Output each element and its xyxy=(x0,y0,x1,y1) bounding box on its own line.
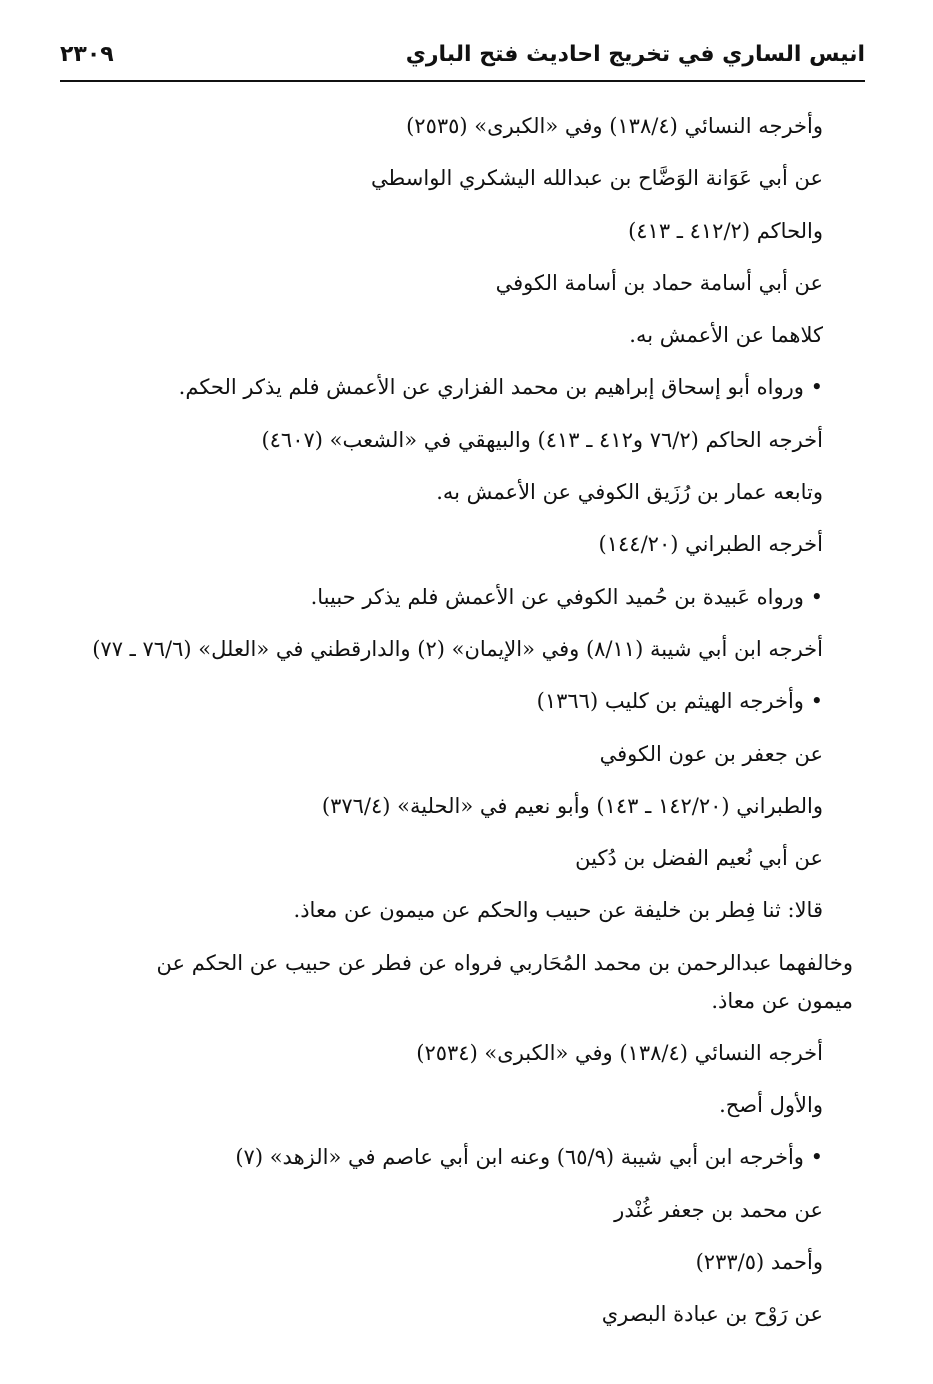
text-line-18: والأول أصح. xyxy=(719,1093,823,1118)
text-line-21: وأحمد (٢٣٣/٥) xyxy=(695,1249,823,1274)
paragraph-line-2: ميمون عن معاذ. xyxy=(711,988,853,1013)
text-line-8: وتابعه عمار بن رُزَيق الكوفي عن الأعمش به. xyxy=(436,480,823,505)
text-line-22: عن رَوْح بن عبادة البصري xyxy=(601,1302,823,1327)
text-line-20: عن محمد بن جعفر غُنْدر xyxy=(614,1197,823,1222)
text-line-12: • وأخرجه الهيثم بن كليب (١٣٦٦) xyxy=(536,689,823,714)
book-title: انيس الساري في تخريج احاديث فتح الباري xyxy=(405,42,865,67)
text-line-7: أخرجه الحاكم (٧٦/٢ و٤١٢ ـ ٤١٣) والبيهقي في «الشعب» (٤٦٠٧) xyxy=(261,427,823,452)
paragraph-block xyxy=(60,937,853,1027)
running-header xyxy=(60,40,865,82)
text-line-4: عن أبي أسامة حماد بن أسامة الكوفي xyxy=(495,270,823,295)
text-line-17: أخرجه النسائي (١٣٨/٤) وفي «الكبرى» (٢٥٣٤) xyxy=(416,1040,823,1065)
text-line-5: كلاهما عن الأعمش به. xyxy=(629,323,823,348)
text-line-13: عن جعفر بن عون الكوفي xyxy=(599,741,823,766)
text-line-10: • ورواه عَبيدة بن حُميد الكوفي عن الأعمش فلم يذكر حبيبا. xyxy=(310,584,823,609)
text-line-15: عن أبي نُعيم الفضل بن دُكين xyxy=(575,846,823,871)
text-line-9: أخرجه الطبراني (١٤٤/٢٠) xyxy=(598,532,823,557)
paragraph-line-1: وخالفهما عبدالرحمن بن محمد المُحَاربي فرواه عن فطر عن حبيب عن الحكم عن xyxy=(156,950,853,975)
text-line-3: والحاكم (٤١٢/٢ ـ ٤١٣) xyxy=(628,218,823,243)
text-line-14: والطبراني (١٤٢/٢٠ ـ ١٤٣) وأبو نعيم في «الحلية» (٣٧٦/٤) xyxy=(321,793,823,818)
page-number: ٢٣٠٩ xyxy=(60,42,114,67)
text-line-2: عن أبي عَوَانة الوَضَّاح بن عبدالله اليشكري الواسطي xyxy=(371,166,823,191)
text-line-19: • وأخرجه ابن أبي شيبة (٦٥/٩) وعنه ابن أبي عاصم في «الزهد» (٧) xyxy=(235,1145,823,1170)
text-line-1: وأخرجه النسائي (١٣٨/٤) وفي «الكبرى» (٢٥٣٥) xyxy=(406,114,823,138)
text-line-11: أخرجه ابن أبي شيبة (٨/١١) وفي «الإيمان» (٢) والدارقطني في «العلل» (٧٦/٦ ـ ٧٧) xyxy=(92,636,823,661)
page-body xyxy=(60,100,853,1341)
text-line-16: قالا: ثنا فِطر بن خليفة عن حبيب والحكم عن ميمون عن معاذ. xyxy=(293,898,823,923)
text-line-6: • ورواه أبو إسحاق إبراهيم بن محمد الفزاري عن الأعمش فلم يذكر الحكم. xyxy=(178,375,823,400)
